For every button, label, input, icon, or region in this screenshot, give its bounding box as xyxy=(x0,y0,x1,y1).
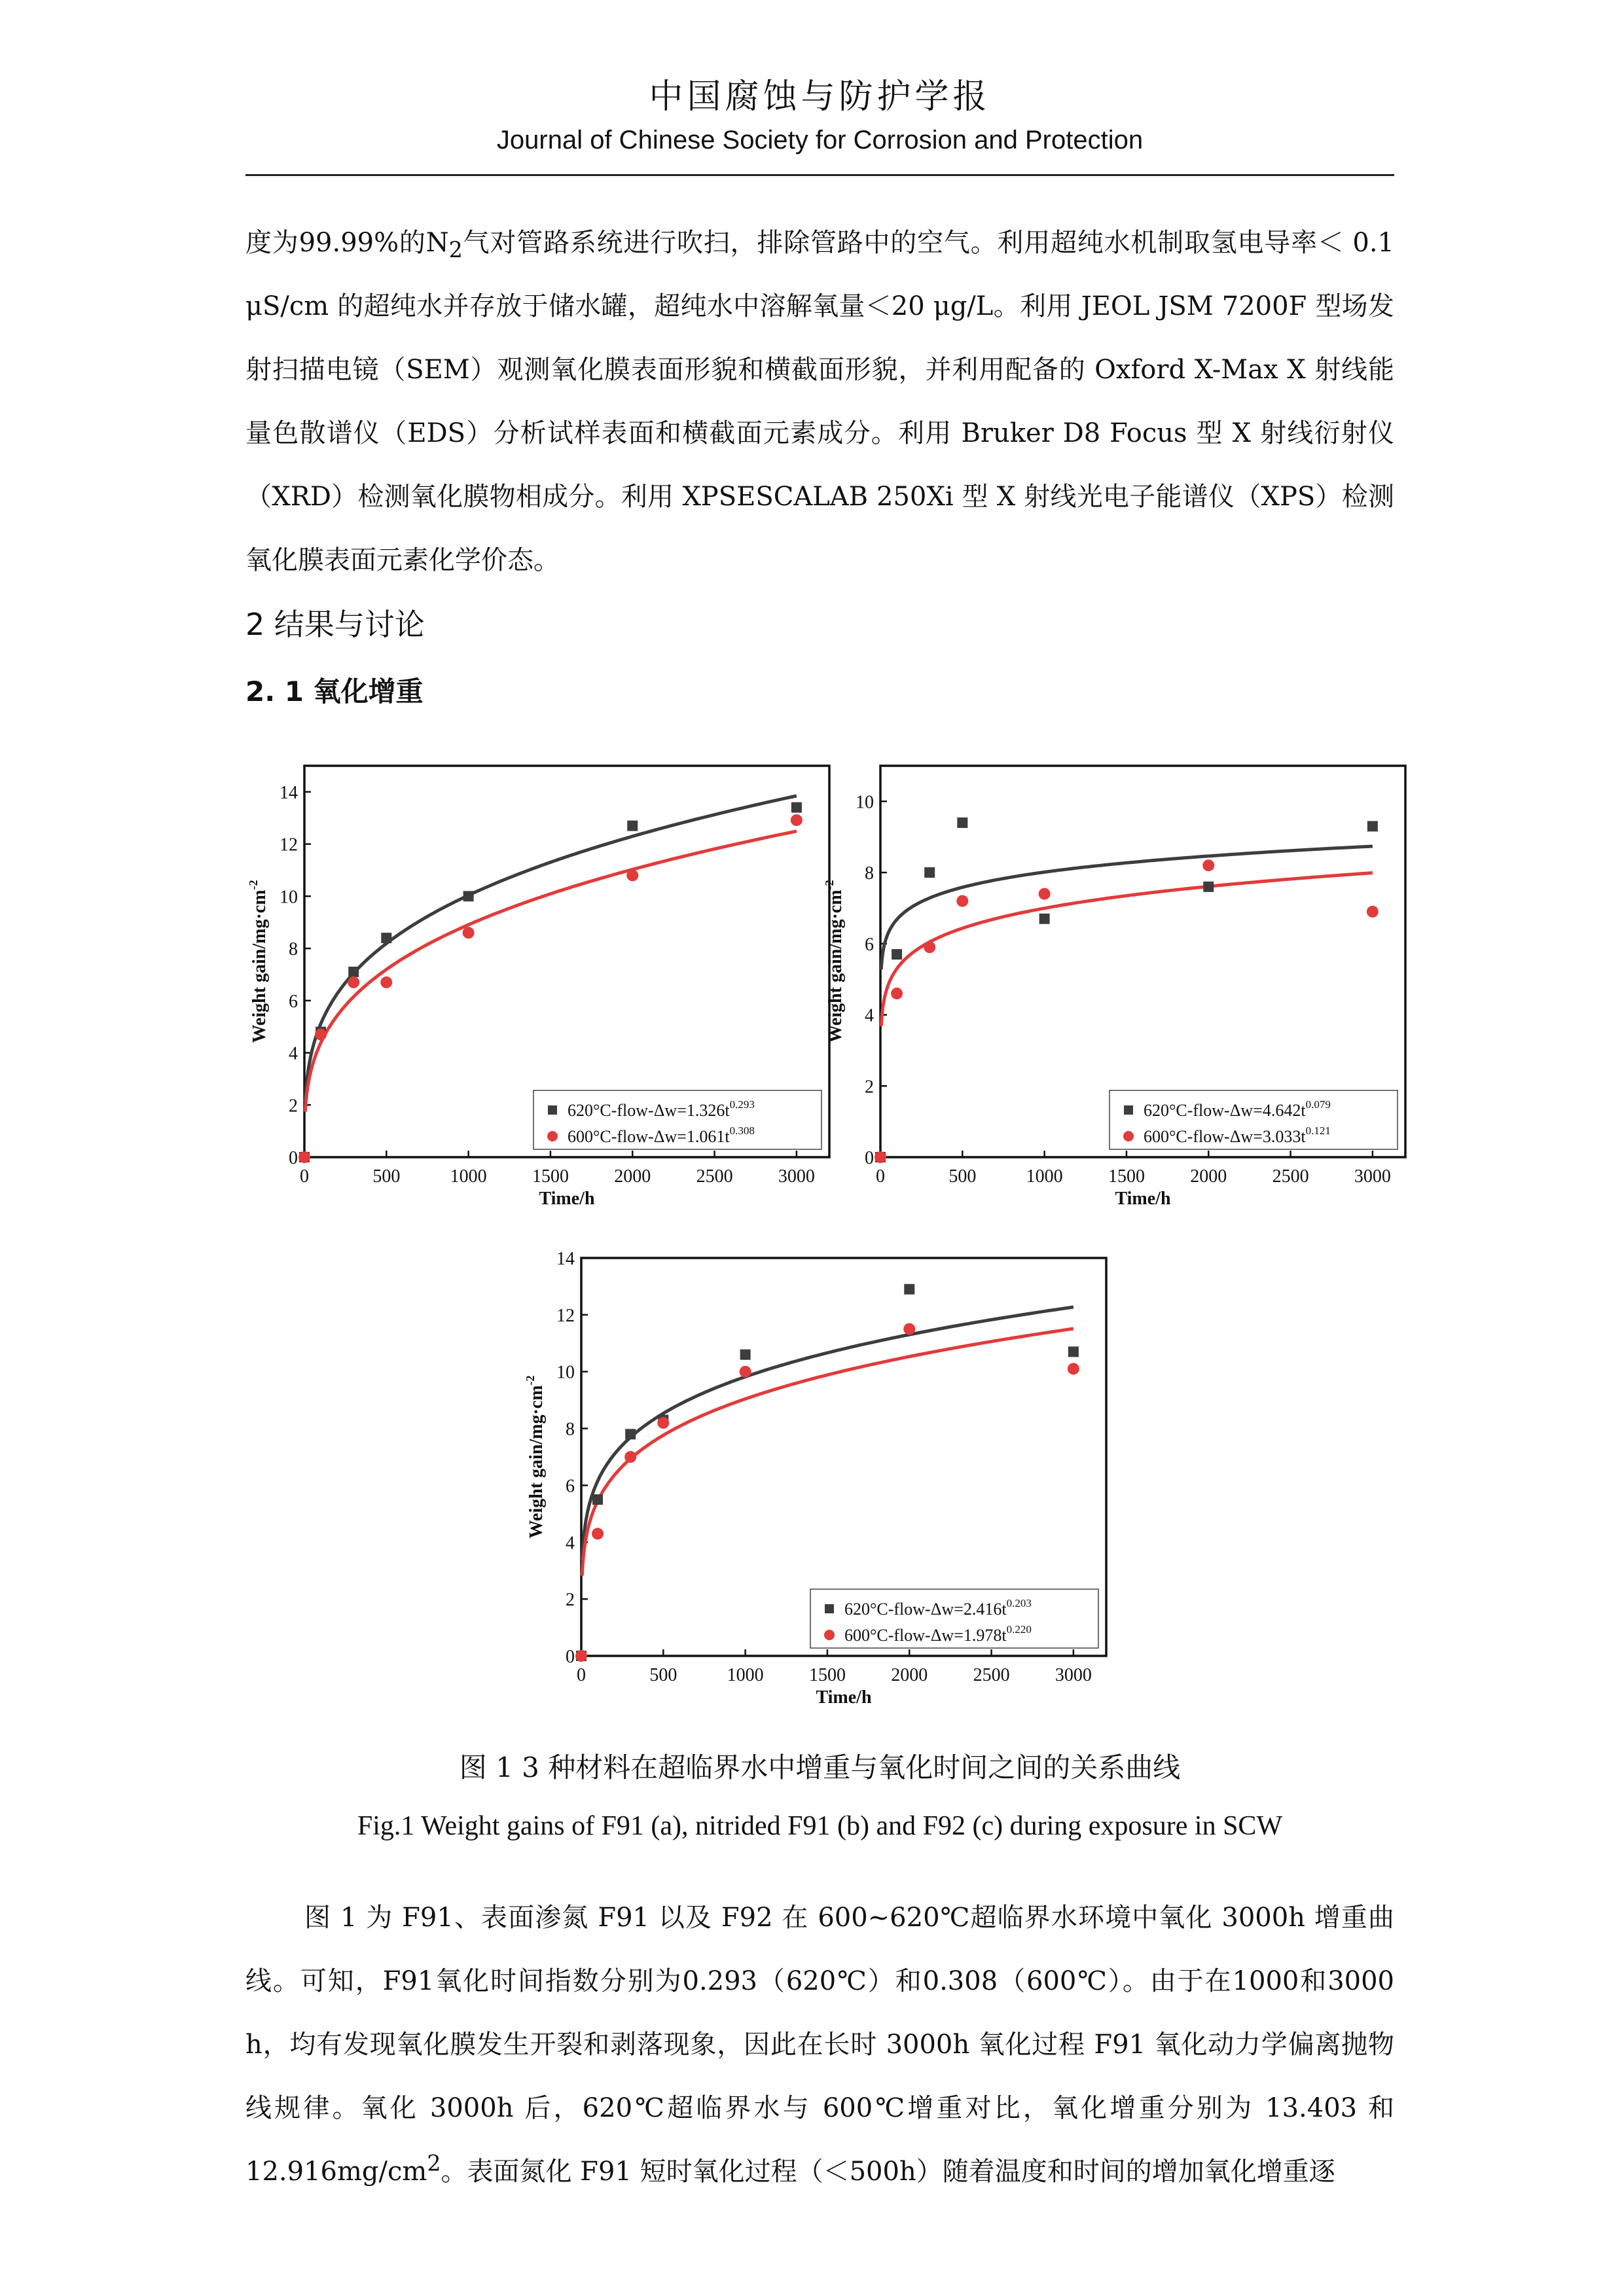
data-point-series-2 xyxy=(626,869,638,881)
x-tick-label: 500 xyxy=(948,1166,977,1187)
data-point-series-1 xyxy=(463,891,474,901)
data-point-series-1 xyxy=(892,949,902,960)
legend-label xyxy=(844,1597,1032,1619)
paragraph-text: 。表面氮化 F91 短时氧化过程（＜500h）随着温度和时间的增加氧化增重逐 xyxy=(441,2157,1335,2187)
data-point-series-1 xyxy=(957,817,967,828)
y-tick-label: 4 xyxy=(289,1043,298,1064)
x-tick-label: 1500 xyxy=(532,1166,569,1187)
x-tick-label: 3000 xyxy=(778,1166,815,1187)
chart-legend xyxy=(810,1589,1098,1648)
data-point-series-1 xyxy=(791,802,802,813)
y-axis-label-text: Weight gain/mg·cm xyxy=(825,889,846,1043)
section-heading-2-1: 2. 1 氧化增重 xyxy=(245,675,424,708)
journal-title-cn: 中国腐蚀与防护学报 xyxy=(649,77,991,117)
data-point-series-1 xyxy=(625,1429,636,1439)
y-tick-label: 0 xyxy=(289,1148,298,1168)
y-axis-label-text: Weight gain/mg·cm xyxy=(249,889,270,1043)
legend-marker xyxy=(825,1604,834,1613)
section-heading-2: 2 结果与讨论 xyxy=(245,607,425,642)
paragraph-text: 度为99.99%的N xyxy=(245,228,449,258)
legend-marker xyxy=(1124,1105,1133,1115)
data-point-series-2 xyxy=(1039,888,1051,900)
data-point-series-1 xyxy=(740,1350,751,1360)
y-tick-label: 12 xyxy=(280,834,298,855)
legend-label xyxy=(1144,1098,1331,1120)
legend-marker xyxy=(824,1630,835,1640)
legend-label-exponent: 0.293 xyxy=(729,1098,755,1111)
chart-legend xyxy=(1110,1090,1398,1149)
legend-marker xyxy=(548,1105,557,1115)
legend-marker xyxy=(547,1131,558,1141)
y-axis-label xyxy=(823,880,846,1043)
y-tick-label: 2 xyxy=(865,1077,874,1098)
data-point-series-1 xyxy=(904,1284,914,1295)
data-point-series-2 xyxy=(956,895,968,907)
y-tick-label: 12 xyxy=(556,1305,575,1326)
superscript: 2 xyxy=(427,2150,441,2176)
fit-curve-series-2 xyxy=(305,831,797,1112)
x-tick-label: 2500 xyxy=(1272,1166,1309,1187)
paragraph-text: 图 1 为 F91、表面渗氮 F91 以及 F92 在 600~620℃超临界水环境中氧化 3000h 增重曲线。可知，F91氧化时间指数分别为0.293（620℃）和0.308（600℃）。由于在1000和3000 h，均有发现氧化膜发生开裂和剥落现象，因此在长时 3000h 氧化过程 F91 氧化动力学偏离抛物线规律。氧化 3000h 后，620℃超临界水与 600℃增重对比，氧化增重分别为 13.403 和 12.916mg/cm xyxy=(245,1903,1394,2187)
y-tick-label: 4 xyxy=(865,1005,874,1026)
chart-svg xyxy=(821,751,1411,1210)
x-tick-label: 2000 xyxy=(614,1166,651,1187)
subscript: 2 xyxy=(448,237,463,262)
data-point-series-1 xyxy=(1367,821,1378,831)
legend-label-text: 600°C-flow-Δw=1.978t xyxy=(844,1626,1007,1645)
data-point-series-2 xyxy=(657,1417,669,1429)
y-axis-label-superscript: -2 xyxy=(524,1375,537,1386)
y-tick-label: 0 xyxy=(865,1148,874,1168)
data-point-series-2 xyxy=(348,977,359,988)
data-point-series-1 xyxy=(1039,914,1050,924)
x-axis-label: Time/h xyxy=(816,1687,872,1708)
legend-marker xyxy=(1123,1131,1134,1141)
data-point-series-2 xyxy=(575,1650,587,1662)
legend-label-exponent: 0.203 xyxy=(1006,1597,1032,1609)
y-tick-label: 10 xyxy=(280,887,298,908)
fit-curve-series-1 xyxy=(305,796,797,1102)
y-tick-label: 8 xyxy=(865,863,874,884)
fit-curve-series-1 xyxy=(582,1307,1074,1561)
y-axis-label-text: Weight gain/mg·cm xyxy=(526,1385,547,1539)
data-point-series-2 xyxy=(1068,1363,1079,1374)
chart-panel-c xyxy=(522,1244,1111,1708)
legend-label-exponent: 0.220 xyxy=(1006,1623,1032,1636)
data-point-series-2 xyxy=(891,988,903,999)
data-point-series-2 xyxy=(791,814,803,826)
chart-panel-a xyxy=(245,751,835,1210)
x-axis-label: Time/h xyxy=(539,1189,595,1209)
data-point-series-1 xyxy=(381,933,391,943)
data-point-series-1 xyxy=(1068,1346,1079,1357)
data-point-series-2 xyxy=(380,977,392,988)
data-point-series-1 xyxy=(627,821,638,831)
y-tick-label: 6 xyxy=(289,991,298,1012)
y-tick-label: 14 xyxy=(556,1249,575,1269)
x-tick-label: 500 xyxy=(649,1665,677,1685)
y-axis-label xyxy=(524,1375,547,1538)
chart-panel-b xyxy=(821,751,1411,1210)
data-point-series-2 xyxy=(875,1151,886,1163)
y-axis-label-superscript: -2 xyxy=(247,880,260,890)
x-tick-label: 2500 xyxy=(696,1166,733,1187)
x-tick-label: 0 xyxy=(577,1665,586,1685)
data-point-series-2 xyxy=(1367,906,1379,918)
y-tick-label: 14 xyxy=(280,782,298,803)
journal-title-en: Journal of Chinese Society for Corrosion and Protection xyxy=(496,126,1144,154)
data-point-series-2 xyxy=(740,1366,751,1378)
legend-label-text: 600°C-flow-Δw=1.061t xyxy=(568,1127,730,1146)
x-tick-label: 3000 xyxy=(1354,1166,1391,1187)
chart-legend xyxy=(533,1090,821,1149)
legend-label xyxy=(568,1098,755,1120)
figure-caption-cn: 图 1 3 种材料在超临界水中增重与氧化时间之间的关系曲线 xyxy=(459,1751,1181,1784)
data-point-series-2 xyxy=(463,927,475,939)
data-point-series-2 xyxy=(592,1528,604,1539)
y-tick-label: 8 xyxy=(566,1419,575,1440)
y-tick-label: 6 xyxy=(865,934,874,955)
y-axis-label-superscript: -2 xyxy=(823,880,836,890)
fit-curve-series-1 xyxy=(881,846,1373,969)
y-tick-label: 10 xyxy=(856,792,874,813)
header-divider xyxy=(245,174,1394,176)
legend-label xyxy=(568,1124,755,1146)
chart-svg xyxy=(522,1244,1111,1708)
x-tick-label: 2500 xyxy=(973,1665,1010,1685)
y-tick-label: 2 xyxy=(566,1590,575,1611)
x-tick-label: 1000 xyxy=(450,1166,487,1187)
legend-label-exponent: 0.079 xyxy=(1305,1098,1331,1111)
legend-label-exponent: 0.121 xyxy=(1305,1124,1331,1137)
legend-label xyxy=(1144,1124,1331,1146)
x-tick-label: 0 xyxy=(876,1166,885,1187)
x-tick-label: 3000 xyxy=(1055,1665,1092,1685)
paragraph-text: 气对管路系统进行吹扫，排除管路中的空气。利用超纯水机制取氢电导率＜ 0.1 μS/cm 的超纯水并存放于储水罐，超纯水中溶解氧量＜20 μg/L。利用 JEOL JSM 7200F 型场发射扫描电镜（SEM）观测氧化膜表面形貌和横截面形貌，并利用配备的 Oxford X-Max X 射线能量色散谱仪（EDS）分析试样表面和横截面元素成分。利用 Bruker D8 Focus 型 X 射线衍射仪（XRD）检测氧化膜物相成分。利用 XPSESCALAB 250Xi 型 X 射线光电子能谱仪（XPS）检测氧化膜表面元素化学价态。 xyxy=(245,228,1394,575)
data-point-series-2 xyxy=(924,941,935,953)
data-point-series-2 xyxy=(1202,859,1214,871)
data-point-series-2 xyxy=(298,1151,310,1163)
fit-curve-series-2 xyxy=(582,1329,1074,1576)
journal-header xyxy=(245,72,1394,158)
data-point-series-2 xyxy=(903,1323,915,1335)
x-tick-label: 0 xyxy=(300,1166,309,1187)
x-tick-label: 1500 xyxy=(808,1665,846,1685)
legend-label-text: 620°C-flow-Δw=1.326t xyxy=(568,1101,730,1120)
x-tick-label: 500 xyxy=(372,1166,401,1187)
x-tick-label: 2000 xyxy=(891,1665,928,1685)
x-tick-label: 1500 xyxy=(1108,1166,1145,1187)
y-tick-label: 4 xyxy=(566,1533,575,1554)
x-tick-label: 1000 xyxy=(1026,1166,1063,1187)
x-tick-label: 2000 xyxy=(1190,1166,1227,1187)
y-tick-label: 2 xyxy=(289,1096,298,1117)
x-tick-label: 1000 xyxy=(727,1665,764,1685)
y-tick-label: 10 xyxy=(556,1362,575,1383)
legend-label xyxy=(844,1623,1032,1645)
methods-paragraph xyxy=(245,211,1394,592)
data-point-series-2 xyxy=(624,1451,636,1463)
data-point-series-2 xyxy=(315,1029,327,1041)
results-paragraph xyxy=(245,1886,1394,2204)
y-tick-label: 6 xyxy=(566,1476,575,1497)
chart-svg xyxy=(245,751,835,1210)
data-point-series-1 xyxy=(592,1494,603,1505)
data-point-series-1 xyxy=(1203,882,1214,892)
data-point-series-1 xyxy=(924,867,935,878)
data-point-series-1 xyxy=(348,967,359,977)
y-tick-label: 0 xyxy=(566,1647,575,1667)
legend-label-exponent: 0.308 xyxy=(729,1124,755,1137)
legend-label-text: 620°C-flow-Δw=2.416t xyxy=(844,1600,1007,1619)
legend-label-text: 620°C-flow-Δw=4.642t xyxy=(1144,1101,1306,1120)
legend-label-text: 600°C-flow-Δw=3.033t xyxy=(1144,1127,1306,1146)
figure-caption-en: Fig.1 Weight gains of F91 (a), nitrided F91 (b) and F92 (c) during exposure in SCW xyxy=(357,1811,1283,1841)
fit-curve-series-2 xyxy=(881,873,1373,1026)
x-axis-label: Time/h xyxy=(1115,1189,1171,1209)
y-axis-label xyxy=(247,880,270,1043)
y-tick-label: 8 xyxy=(289,939,298,960)
